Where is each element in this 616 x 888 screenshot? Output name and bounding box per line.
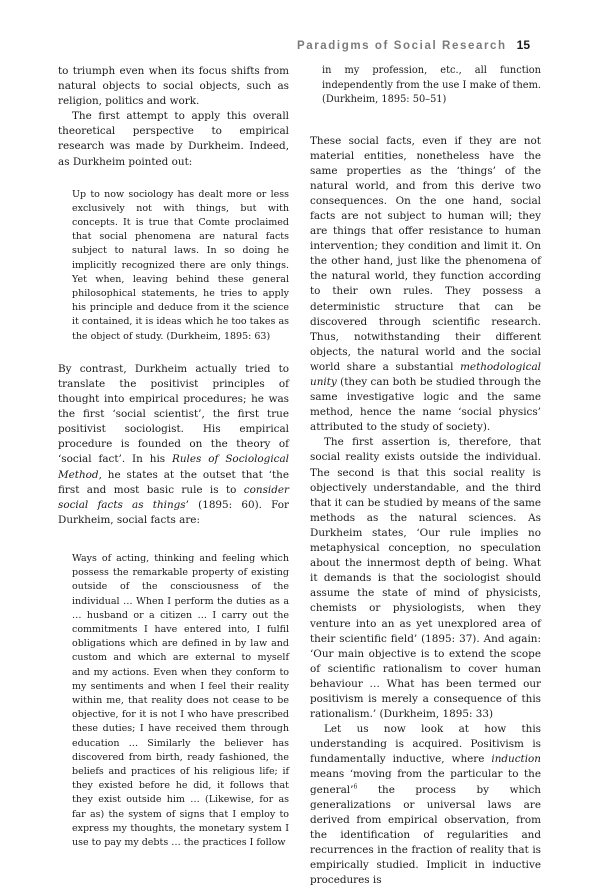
footnote-marker[interactable]: 6 [353,783,358,791]
left-p3-text-b: , he states at the outset that ‘the first and most basic rule is to [58,468,289,496]
right-p3-text-b: means ‘moving from the particular to the general’ [310,768,541,796]
right-p1-text-a: These social facts, even if they are not material entities, nonetheless have the same properties as the ‘things’ of the natural world, and from this derive two consequences. On the one hand, social facts are not subject to human will; they are things that offer resistance to human intervention; they condition and limit it. On the other hand, just like the phenomena of the natural world, they function according to their own rules. They possess a deterministic structure that can be discovered through scientific research. Thus, notwithstanding their different objects, the natural world and the social world share a substantial [310,134,541,373]
right-paragraph-3 [310,722,541,888]
left-paragraph-2: The first attempt to apply this overall theoretical perspective to empirical research was made by Durkheim. Indeed, as Durkheim pointed out: [58,110,289,168]
emphasis-induction: induction [491,753,541,766]
left-p3-text-c: ’ (1895: 60). For Durkheim, social facts are: [58,498,290,526]
running-header [297,38,530,52]
left-paragraph-1: to triumph even when its focus shifts from natural objects to social objects, such as religion, politics and work. [58,65,289,108]
book-title-rules: Rules of Sociological Method [58,453,289,481]
left-paragraph-3 [58,362,289,528]
block-quote-1: Up to now sociology has dealt more or less exclusively not with things, but with concepts. It is true that Comte proclaimed that social phenomena are natural facts subject to natural laws. In so doing he implicitly recognized there are only things. Yet when, leaving behind these general philosophical statements, he tries to apply his principle and deduce from it the science it contained, it is ideas which he too takes as the object of study. (Durkheim, 1895: 63) [72,188,289,342]
right-p3-text-a: Let us now look at how this understanding is acquired. Positivism is fundamentally inductive, where [310,723,541,766]
right-paragraph-2: The first assertion is, therefore, that social reality exists outside the individual. The second is that this social reality is objectively understandable, and the third that it can be studied by means of the same methods as the natural sciences. As Durkheim states, ‘Our rule implies no metaphysical conception, no speculation about the innermost depth of being. What it demands is that the sociologist should assume the state of mind of physicists, chemists or physiologists, when they venture into an as yet unexplored area of their scientific field’ (1895: 37). And again: ‘Our main objective is to extend the scope of scientific rationalism to cover human behaviour … What has been termed our positivism is merely a consequence of this rationalism.’ (Durkheim, 1895: 33) [310,436,541,721]
right-p1-text-b: (they can both be studied through the same investigative logic and the same method, hence the name ‘social physics’ attributed to the study of society). [310,376,541,434]
right-column [310,64,541,888]
emphasis-consider-social-facts: consider social facts as things [58,483,289,511]
right-paragraph-1 [310,134,541,436]
emphasis-methodological-unity: methodological unity [310,360,541,388]
left-p3-text-a: By contrast, Durkheim actually tried to translate the positivist principles of thought into empirical procedures; he was the first ‘social scientist’, the first true positivist sociologist. His empirical procedure is founded on the theory of ‘social fact’. In his [58,362,289,466]
block-quote-2-continued: in my profession, etc., all function independently from the use I make of them. (Durkheim, 1895: 50–51) [322,65,541,105]
page-number: 15 [516,38,530,52]
left-column [58,64,289,868]
running-title: Paradigms of Social Research [296,40,507,52]
block-quote-2: Ways of acting, thinking and feeling which possess the remarkable property of existing outside of the consciousness of the individual … When I perform the duties as a … husband or a citizen … I carry out the commitments I have entered into, I fulfil obligations which are defined in by law and custom and which are external to myself and my actions. Even when they conform to my sentiments and when I feel their reality within me, that reality does not cease to be objective, for it is not I who have prescribed these duties; I have received them through education … Similarly the believer has discovered from birth, ready fashioned, the beliefs and practices of his religious life; if they existed before he did, it follows that they exist outside him … (Likewise, for as far as) the system of signs that I employ to express my thoughts, the monetary system I use to pay my debts … the practices I follow [72,552,289,848]
right-p3-text-c: the process by which generalizations or universal laws are derived from empirical observation, from the identification of regularities and recurrences in the fraction of reality that is empirically studied. Implicit in inductive procedures is [310,783,541,887]
